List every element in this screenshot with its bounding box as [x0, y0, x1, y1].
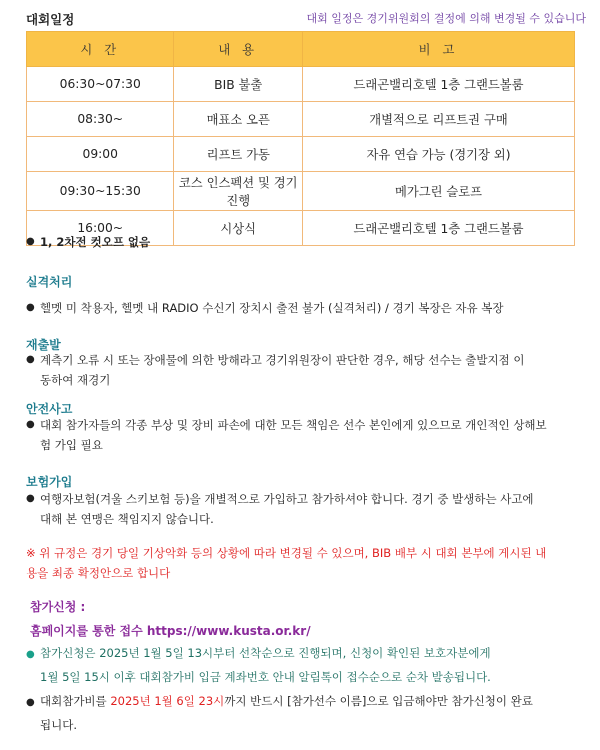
apply-item2-post: 까지 반드시 [참가선수 이름]으로 입금해야만 참가신청이 완료 [224, 694, 533, 708]
safety-text [40, 415, 547, 455]
apply-payment-item [26, 690, 581, 736]
insurance-line-1: 여행자보험(겨울 스키보험 등)을 개별적으로 가입하고 참가하셔야 합니다. 경기 중 발생하는 사고에 [40, 492, 534, 506]
safety-title: 안전사고 [26, 402, 73, 416]
table-cell-remarks: 드래곤밸리호텔 1층 그랜드볼룸 [302, 211, 574, 246]
table-row [27, 137, 575, 172]
table-cell-time: 09:30~15:30 [27, 172, 174, 211]
table-header-row [27, 32, 575, 67]
restart-item [26, 350, 524, 390]
cutoff-note-text: 1, 2차전 컷오프 없음 [40, 235, 151, 249]
cutoff-note [26, 232, 150, 252]
schedule-title: 대회일정 [26, 12, 75, 27]
bullet-icon: ● [26, 236, 35, 247]
insurance-title: 보험가입 [26, 475, 73, 489]
rule-change-warning [26, 543, 576, 583]
table-cell-remarks: 드래곤밸리호텔 1층 그랜드볼룸 [302, 67, 574, 102]
table-cell-time: 06:30~07:30 [27, 67, 174, 102]
apply-homepage-link[interactable]: 홈페이지를 통한 접수 https://www.kusta.or.kr/ [30, 624, 311, 638]
restart-title: 재출발 [26, 338, 61, 352]
payment-deadline: 2025년 1월 6일 23시 [110, 694, 225, 708]
table-cell-content: 매표소 오픈 [174, 102, 303, 137]
table-cell-remarks: 자유 연습 가능 (경기장 외) [302, 137, 574, 172]
restart-line-2: 동하여 재경기 [40, 373, 111, 387]
table-cell-content: 리프트 가동 [174, 137, 303, 172]
table-cell-time: 08:30~ [27, 102, 174, 137]
table-cell-time: 16:00~ [27, 211, 174, 246]
insurance-text [40, 489, 534, 529]
apply-title: 참가신청 : [30, 600, 86, 614]
safety-line-2: 험 가입 필요 [40, 438, 103, 452]
table-row [27, 67, 575, 102]
insurance-item [26, 489, 534, 529]
table-cell-time: 09:00 [27, 137, 174, 172]
table-cell-content: 코스 인스펙션 및 경기진행 [174, 172, 303, 211]
bullet-icon: ● [26, 697, 35, 708]
schedule-header [26, 10, 586, 30]
apply-item2-pre: 대회참가비를 [40, 694, 111, 708]
disqualify-item [26, 298, 504, 318]
table-row [27, 102, 575, 137]
apply-item1-line-1: 참가신청은 2025년 1월 5일 13시부터 선착순으로 진행되며, 신청이 확인된 보호자분에게 [40, 646, 491, 660]
safety-item [26, 415, 547, 455]
bullet-icon: ● [26, 354, 35, 365]
apply-item2-line-2: 됩니다. [40, 718, 77, 732]
table-cell-remarks: 개별적으로 리프트권 구매 [302, 102, 574, 137]
schedule-change-note: 대회 일정은 경기위원회의 결정에 의해 변경될 수 있습니다 [306, 12, 586, 25]
bullet-icon: ● [26, 493, 35, 504]
column-header-time: 시 간 [27, 32, 174, 67]
restart-text [40, 350, 524, 390]
bullet-icon: ● [26, 419, 35, 430]
table-cell-content: BIB 불출 [174, 67, 303, 102]
safety-line-1: 대회 참가자들의 각종 부상 및 장비 파손에 대한 모든 책임은 선수 본인에게 있으므로 개인적인 상해보 [40, 418, 547, 432]
restart-line-1: 계측기 오류 시 또는 장애물에 의한 방해라고 경기위원장이 판단한 경우, 해당 선수는 출발지점 이 [40, 353, 525, 367]
bullet-icon: ● [26, 649, 35, 660]
apply-item1-line-2: 1월 5일 15시 이후 대회참가비 입금 계좌번호 안내 알림톡이 접수순으로 순차 발송됩니다. [40, 670, 491, 684]
apply-schedule-item [26, 642, 581, 688]
warning-line-2: 용을 최종 확정안으로 합니다 [26, 566, 171, 580]
table-row [27, 172, 575, 211]
disqualify-title: 실격처리 [26, 275, 73, 289]
warning-line-1: ※ 위 규정은 경기 당일 기상악화 등의 상황에 따라 변경될 수 있으며, BIB 배부 시 대회 본부에 게시된 내 [26, 546, 547, 560]
table-cell-content: 시상식 [174, 211, 303, 246]
insurance-line-2: 대해 본 연맹은 책임지지 않습니다. [40, 512, 214, 526]
schedule-table [26, 31, 575, 246]
column-header-content: 내 용 [174, 32, 303, 67]
disqualify-text: 헬멧 미 착용자, 헬멧 내 RADIO 수신기 장치시 출전 불가 (실격처리) / 경기 복장은 자유 복장 [40, 301, 504, 315]
column-header-remarks: 비 고 [302, 32, 574, 67]
table-cell-remarks: 메가그린 슬로프 [302, 172, 574, 211]
bullet-icon: ● [26, 302, 35, 313]
